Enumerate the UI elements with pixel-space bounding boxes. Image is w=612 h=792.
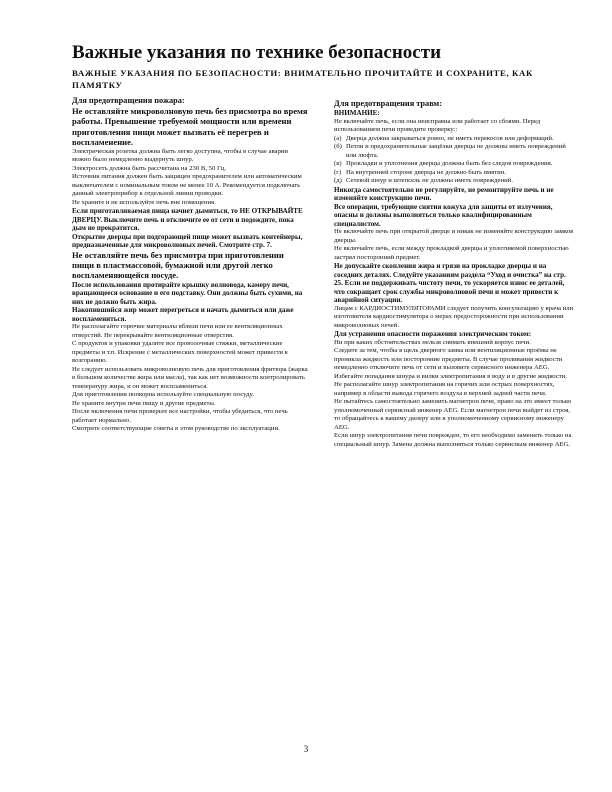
list-text: Сетевой шнур и штепсель не должны иметь повреждений. [346,177,513,184]
paragraph: Не храните и не используйте печь вне помещения. [72,198,216,206]
paragraph: После использования протирайте крышку волновода, камеру печи, вращающееся основание и его подставку. Они должны быть сухими, на них не должно быть жира. [72,280,303,306]
fire-prevention-heading: Для предотвращения пожара: [72,96,185,105]
electric-shock-heading: Для устранения опасности поражения электрическим током: [334,330,532,338]
list-marker: (б) [334,143,342,150]
paragraph: Никогда самостоятельно не регулируйте, не ремонтируйте печь и не изменяйте конструкцию печи. [334,185,554,202]
list-item [334,169,574,178]
list-marker: (а) [334,134,342,142]
list-marker: (д) [334,177,342,184]
paragraph: Электрическая розетка должна быть легко доступна, чтобы в случае аварии можно было немедленно выдернуть шнур. [72,147,289,164]
paragraph: Не оставляйте микроволновую печь без присмотра во время работы. Превышение требуемой мощности или времени приготовления пищи может вызвать её перегрев и воспламенение. [72,106,308,148]
paragraph: Накопившийся жир может перегреться и начать дымиться или даже воспламениться. [72,306,294,323]
list-item [334,160,574,169]
left-column [72,96,308,434]
paragraph: Не включайте печь, если между прокладкой дверцы и уплотняемой поверхностью застрял посторонний предмет. [334,245,569,261]
page-subtitle: ВАЖНЫЕ УКАЗАНИЯ ПО БЕЗОПАСНОСТИ: ВНИМАТЕЛЬНО ПРОЧИТАЙТЕ И СОХРАНИТЕ, КАК ПАМЯТКУ [72,68,533,90]
paragraph: Не оставляйте печь без присмотра при приготовлении пищи в пластмассовой, бумажной или другой легко воспламеняющейся посуде. [72,249,284,281]
paragraph: Смотрите соответствующие советы в этом руководстве по эксплуатации. [72,425,280,433]
paragraph: Для приготовления попкорна используйте специальную посуду. [72,391,254,399]
paragraph: Не пытайтесь самостоятельно заменить магнетрон печи, право на это имеет только уполномоченный сервисный инженер AEG. Если магнетрон печи выйдет из строя, то обращайтесь к вашему дилеру или к уполномоченному сервисному инженеру AEG. [334,398,572,431]
paragraph: Открытие дверцы при подгорающей пище может вызвать контейнеры, предназначенные для микроволновых печей. Смотрите стр. 7. [72,232,303,250]
paragraph: Ни при каких обстоятельствах нельзя снимать внешний корпус печи. [334,338,531,346]
list-text: На внутренней стороне дверцы не должно быть вмятин. [346,168,506,176]
list-text: Дверца должна закрываться ровно, не иметь перекосов или деформаций. [346,134,554,142]
list-item [334,177,574,186]
list-marker: (в) [334,160,342,167]
paragraph: Не располагайте шнур электропитания на горячих или острых поверхностях, например в области вывода горячего воздуха в верхней задней части печи. [334,381,555,397]
paragraph: Не допускайте скопления жира и грязи на прокладке дверцы и на соседних деталях. Следуйте указаниям раздела “Уход и очистка” на стр. 25. Если не поддерживать чистоту печи, то ускоряется износ ее деталей, что сокращает срок службы микроволновой печи и может привести к аварийной ситуации. [334,262,566,304]
list-marker: (г) [334,168,342,176]
paragraph: Не храните внутри печи пищу и другие предметы. [72,399,216,407]
paragraph: Электросеть должна быть рассчитана на 230 В, 50 Гц. [72,164,227,172]
paragraph: Не располагайте горючие материалы вблизи печи или ее вентиляционных отверстий. Не перекрывайте вентиляционные отверстия. [72,323,283,339]
paragraph: После включения печи проверьте все настройки, чтобы убедиться, что печь работает нормально. [72,408,288,424]
paragraph: Не включайте печь, если она неисправна или работает со сбоями. Перед использованием печи проведите проверку:: [334,117,541,133]
paragraph: Не следует использовать микроволновую печь для приготовления фритюра (жарка в большом количестве жира или масла), так как нет возможности контролировать температуру жира, и он может воспламениться. [72,365,308,390]
right-column [334,99,574,449]
page-number: 3 [303,744,309,754]
paragraph: Если приготавливаемая пища начнет дымиться, то НЕ ОТКРЫВАЙТЕ ДВЕРЦУ. Выключите печь и отключите ее от сети и подождите, пока дым не прекратится. [72,207,303,233]
paragraph: Все операции, требующие снятия кожуха для защиты от излучения, опасны и должны выполняться только квалифицированным специалистом. [334,202,553,228]
paragraph: Если шнур электропитания печи поврежден, то его необходимо заменить только на специальный шнур. Замена должна выполняться только сервисным инженер AEG. [334,432,572,448]
paragraph: Следите за тем, чтобы в щель дверного замка или вентиляционные проёмы не проникла жидкость или посторонние предметы. В случае проливания жидкости немедленно отключите печь от сети и вызовите сервисного инженера AEG. [334,347,563,371]
list-text: Прокладки и уплотнения дверцы должны быть без следов повреждения. [346,160,553,167]
paragraph: С продуктов и упаковки удалите все проволочные стяжки, металлические предметы и т.п. Искрение с металлических поверхностей может привести к возгоранию. [72,340,288,365]
list-text: Петли и предохранительные защёлки дверцы не должны иметь повреждений или люфта. [346,143,566,159]
injury-prevention-heading: Для предотвращения травм: [334,99,442,108]
paragraph: Лицам с КАРДИОСТИМУЛЯТОРАМИ следует получить консультацию у врача или изготовителя кардиостимулятора о мерах предосторожности при использовании микроволновых печей. [334,304,574,329]
paragraph: Источник питания должен быть защищен предохранителем или автоматическим выключателем с номинальным током не менее 10 А. Рекомендуется подключать данный электроприбор к отдельной линии проводки. [72,173,302,198]
warning-label: ВНИМАНИЕ: [334,109,380,117]
page-title: Важные указания по технике безопасности [72,42,442,63]
paragraph: Не включайте печь при открытой дверце и никак не изменяйте конструкцию замков дверцы. [334,228,574,244]
paragraph: Избегайте попадания шнура и вилки электропитания в воду и в другие жидкости. [334,372,567,380]
list-item [334,135,574,144]
list-item [334,143,574,160]
